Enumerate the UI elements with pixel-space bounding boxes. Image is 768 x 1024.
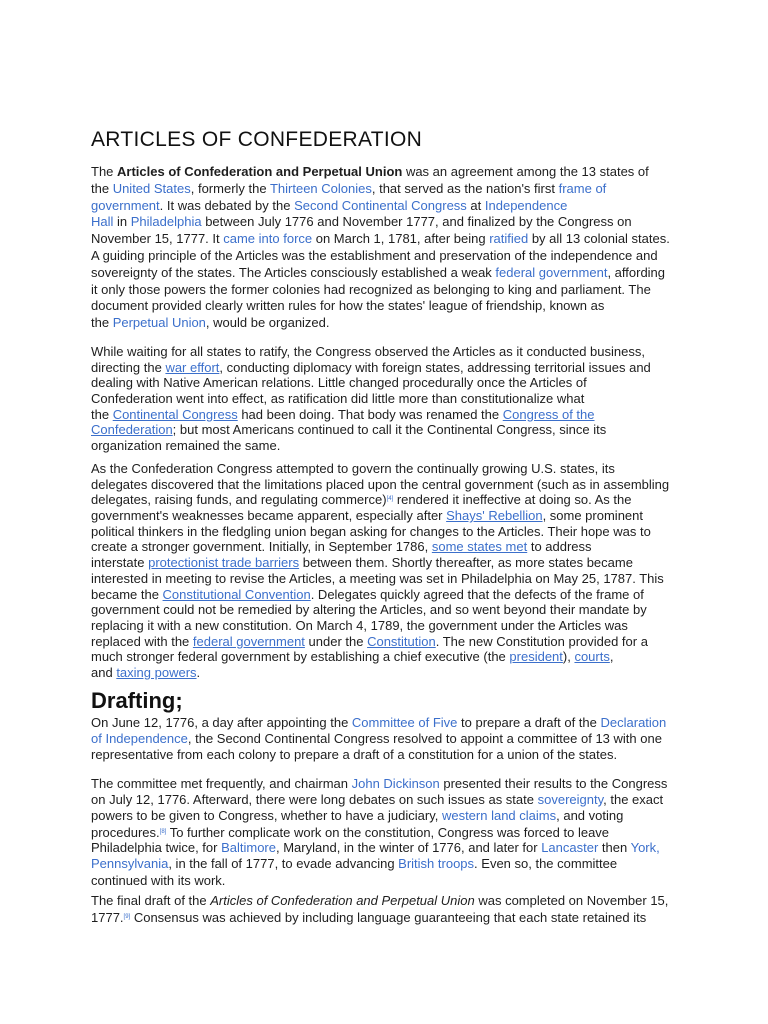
text-line	[91, 492, 691, 508]
text-line	[91, 248, 691, 265]
hyperlink[interactable]: Committee of Five	[351, 715, 458, 730]
hyperlink[interactable]: federal government	[192, 633, 305, 649]
text-run: dealing with Native American relations. Little changed procedurally once the Articles of	[91, 375, 587, 391]
text-line	[91, 164, 691, 181]
hyperlink[interactable]: United States	[112, 180, 191, 196]
text-line	[91, 618, 691, 634]
text-line	[91, 840, 691, 856]
text-line	[91, 808, 691, 824]
text-run: was completed on November 15,	[474, 893, 669, 908]
text-run: rendered it ineffective at doing so. As the	[393, 492, 632, 508]
text-line	[91, 265, 691, 282]
hyperlink[interactable]: John Dickinson	[351, 776, 440, 791]
text-run: Consensus was achieved by including language guaranteeing that each state retained its	[130, 910, 647, 926]
hyperlink[interactable]: Perpetual Union	[112, 315, 206, 331]
text-run: then	[598, 840, 631, 856]
text-run: to prepare a draft of the	[457, 715, 601, 730]
hyperlink[interactable]: Congress of the	[502, 406, 595, 422]
text-run: ,	[609, 649, 614, 665]
text-line	[91, 909, 691, 925]
text-line	[91, 407, 691, 423]
text-run: Philadelphia twice, for	[91, 840, 222, 856]
text-line	[91, 555, 691, 571]
text-line	[91, 231, 691, 248]
paragraph-confederation-congress	[91, 461, 691, 681]
hyperlink[interactable]: protectionist trade barriers	[148, 555, 300, 571]
text-line	[91, 539, 691, 555]
hyperlink[interactable]: Second Continental Congress	[294, 197, 467, 213]
paragraph-ratification	[91, 344, 691, 454]
hyperlink[interactable]: Hall	[91, 214, 114, 230]
hyperlink[interactable]: Confederation	[91, 422, 173, 438]
hyperlink[interactable]: of Independence	[91, 731, 188, 747]
hyperlink[interactable]: government	[91, 197, 160, 213]
text-run: A guiding principle of the Articles was the establishment and preservation of the independence and	[91, 247, 658, 263]
hyperlink[interactable]: came into force	[223, 231, 313, 247]
text-run: November 15, 1777. It	[91, 231, 224, 247]
text-run: As the Confederation Congress attempted to govern the continually growing U.S. states, its	[91, 461, 615, 476]
text-line	[91, 649, 691, 665]
text-run: was an agreement among the 13 states of	[402, 164, 649, 179]
hyperlink[interactable]: western land claims	[441, 808, 557, 824]
text-line	[91, 422, 691, 438]
text-run: , Maryland, in the winter of 1776, and later for	[276, 840, 542, 856]
hyperlink[interactable]: Baltimore	[221, 840, 276, 856]
text-run: by all 13 colonial states.	[528, 231, 670, 247]
footnote-reference[interactable]: [9]	[123, 914, 131, 921]
text-run: . It was debated by the	[159, 197, 295, 213]
text-run: between July 1776 and November 1777, and finalized by the Congress on	[201, 214, 632, 230]
text-run: On June 12, 1776, a day after appointing the	[91, 715, 352, 730]
hyperlink[interactable]: ratified	[489, 231, 529, 247]
text-run: became the	[91, 586, 163, 602]
text-line	[91, 375, 691, 391]
paragraph-final-draft	[91, 893, 691, 925]
text-run: , in the fall of 1777, to evade advancing	[168, 856, 399, 872]
text-run: , affording	[607, 264, 666, 280]
text-run: the	[91, 180, 113, 196]
text-run: in	[113, 214, 131, 230]
text-line	[91, 524, 691, 540]
text-run: , that served as the nation's first	[371, 180, 559, 196]
text-run: The committee met frequently, and chairman	[91, 776, 352, 791]
text-run: replacing it with a new constitution. On March 4, 1789, the government under the Articles was	[91, 617, 628, 633]
text-run: delegates, raising funds, and regulating commerce)	[91, 492, 387, 508]
text-run: ; but most Americans continued to call it the Continental Congress, since its	[172, 422, 607, 438]
hyperlink[interactable]: Independence	[484, 197, 568, 213]
hyperlink[interactable]: taxing powers	[116, 664, 197, 680]
text-run: delegates discovered that the limitations placed upon the central government (such as in assembling	[91, 476, 670, 492]
hyperlink[interactable]: York,	[630, 840, 660, 856]
text-line	[91, 873, 691, 889]
text-run: under the	[304, 633, 368, 649]
text-line	[91, 181, 691, 198]
text-line	[91, 792, 691, 808]
text-run: , some prominent	[542, 508, 643, 524]
text-line	[91, 461, 691, 477]
text-line	[91, 391, 691, 407]
text-run: While waiting for all states to ratify, the Congress observed the Articles as it conducted business,	[91, 344, 645, 359]
footnote-reference[interactable]: [8]	[159, 829, 167, 836]
text-line	[91, 360, 691, 376]
text-run: , formerly the	[190, 180, 270, 196]
hyperlink[interactable]: Constitution	[367, 633, 436, 649]
text-run: at	[466, 197, 485, 213]
text-run: between them. Shortly thereafter, as more states became	[299, 555, 633, 571]
text-line	[91, 602, 691, 618]
text-line	[91, 665, 691, 681]
paragraph-intro	[91, 164, 691, 332]
text-run: . Delegates quickly agreed that the defects of the frame of	[310, 586, 644, 602]
hyperlink[interactable]: Pennsylvania	[91, 856, 169, 872]
text-run: powers to be given to Congress, whether to have a judiciary,	[91, 808, 442, 824]
text-run: and	[91, 664, 117, 680]
text-run: The	[91, 164, 118, 179]
hyperlink[interactable]: some states met	[431, 539, 528, 555]
text-run: . The new Constitution provided for a	[435, 633, 648, 649]
hyperlink[interactable]: Continental Congress	[112, 406, 238, 422]
text-line	[91, 571, 691, 587]
footnote-reference[interactable]: [4]	[386, 496, 394, 503]
section-heading-drafting: Drafting;	[91, 688, 183, 713]
hyperlink[interactable]: Thirteen Colonies	[269, 180, 372, 196]
text-run: to address	[527, 539, 592, 555]
text-line	[91, 824, 691, 840]
text-line	[91, 214, 691, 231]
text-line	[91, 344, 691, 360]
hyperlink[interactable]: Lancaster	[541, 840, 599, 856]
paragraph-drafting-committee	[91, 715, 691, 763]
text-line	[91, 747, 691, 763]
hyperlink[interactable]: frame of	[558, 180, 607, 196]
text-run: interested in meeting to revise the Articles, a meeting was set in Philadelphia on May 25, 1787. This	[91, 570, 664, 586]
text-run: 1777.	[91, 910, 124, 926]
text-run: ),	[562, 649, 575, 665]
hyperlink[interactable]: British troops	[398, 856, 475, 872]
text-run: representative from each colony to prepare a draft of a constitution for a union of the states.	[91, 747, 618, 763]
text-run: the	[91, 406, 113, 422]
text-run: , would be organized.	[205, 315, 330, 331]
hyperlink[interactable]: war effort	[165, 359, 220, 375]
text-run: procedures.	[91, 825, 160, 841]
text-line	[91, 198, 691, 215]
text-line	[91, 508, 691, 524]
text-run: document provided clearly written rules for how the states' league of friendship, known as	[91, 298, 605, 314]
text-run: presented their results to the Congress	[439, 776, 668, 791]
text-run: continued with its work.	[91, 872, 226, 888]
text-line	[91, 282, 691, 299]
bold-term: Articles of Confederation and Perpetual Union	[117, 164, 403, 179]
text-run: , and voting	[556, 808, 624, 824]
text-line	[91, 298, 691, 315]
text-run: political thinkers in the fledgling union began asking for changes to the Articles. Their hope was to	[91, 523, 651, 539]
page-title: ARTICLES OF CONFEDERATION	[91, 128, 423, 151]
text-run: it only those powers the former colonies had recognized as belonging to king and parliament. The	[91, 281, 651, 297]
text-line	[91, 776, 691, 792]
text-line	[91, 438, 691, 454]
text-run: .	[196, 664, 201, 680]
hyperlink[interactable]: Philadelphia	[130, 214, 202, 230]
text-line	[91, 634, 691, 650]
text-line	[91, 731, 691, 747]
hyperlink[interactable]: Shays' Rebellion	[446, 508, 543, 524]
text-run: government's weaknesses became apparent, especially after	[91, 508, 447, 524]
hyperlink[interactable]: federal government	[495, 264, 608, 280]
text-line	[91, 477, 691, 493]
text-run: on July 12, 1776. Afterward, there were long debates on such issues as state	[91, 792, 538, 808]
hyperlink[interactable]: Constitutional Convention	[162, 586, 311, 602]
italic-title: Articles of Confederation and Perpetual Union	[210, 893, 475, 908]
text-run: . Even so, the committee	[474, 856, 618, 872]
text-run: Confederation went into effect, as ratification did little more than constitutionalize what	[91, 391, 585, 407]
text-run: , the Second Continental Congress resolved to appoint a committee of 13 with one	[187, 731, 662, 747]
text-run: on March 1, 1781, after being	[312, 231, 490, 247]
text-run: replaced with the	[91, 633, 193, 649]
text-run: , the exact	[603, 792, 664, 808]
text-line	[91, 856, 691, 872]
text-run: sovereignty of the states. The Articles consciously established a weak	[91, 264, 496, 280]
text-line	[91, 587, 691, 603]
text-run: much stronger federal government by establishing a chief executive (the	[91, 649, 510, 665]
hyperlink[interactable]: president	[509, 649, 563, 665]
text-run: government could not be remedied by altering the Articles, and so went beyond their mandate by	[91, 602, 647, 618]
hyperlink[interactable]: Declaration	[600, 715, 667, 730]
text-line	[91, 315, 691, 332]
text-run: the	[91, 315, 113, 331]
hyperlink[interactable]: courts	[574, 649, 610, 665]
text-run: organization remained the same.	[91, 438, 281, 454]
text-run: create a stronger government. Initially, in September 1786,	[91, 539, 432, 555]
text-run: To further complicate work on the constitution, Congress was forced to leave	[166, 825, 610, 841]
paragraph-committee-work	[91, 776, 691, 889]
text-line	[91, 893, 691, 909]
text-run: directing the	[91, 359, 166, 375]
text-run: interstate	[91, 555, 149, 571]
text-line	[91, 715, 691, 731]
hyperlink[interactable]: sovereignty	[537, 792, 604, 808]
text-run: , conducting diplomacy with foreign states, addressing territorial issues and	[219, 359, 651, 375]
text-run: had been doing. That body was renamed the	[237, 406, 503, 422]
text-run: The final draft of the	[91, 893, 211, 908]
